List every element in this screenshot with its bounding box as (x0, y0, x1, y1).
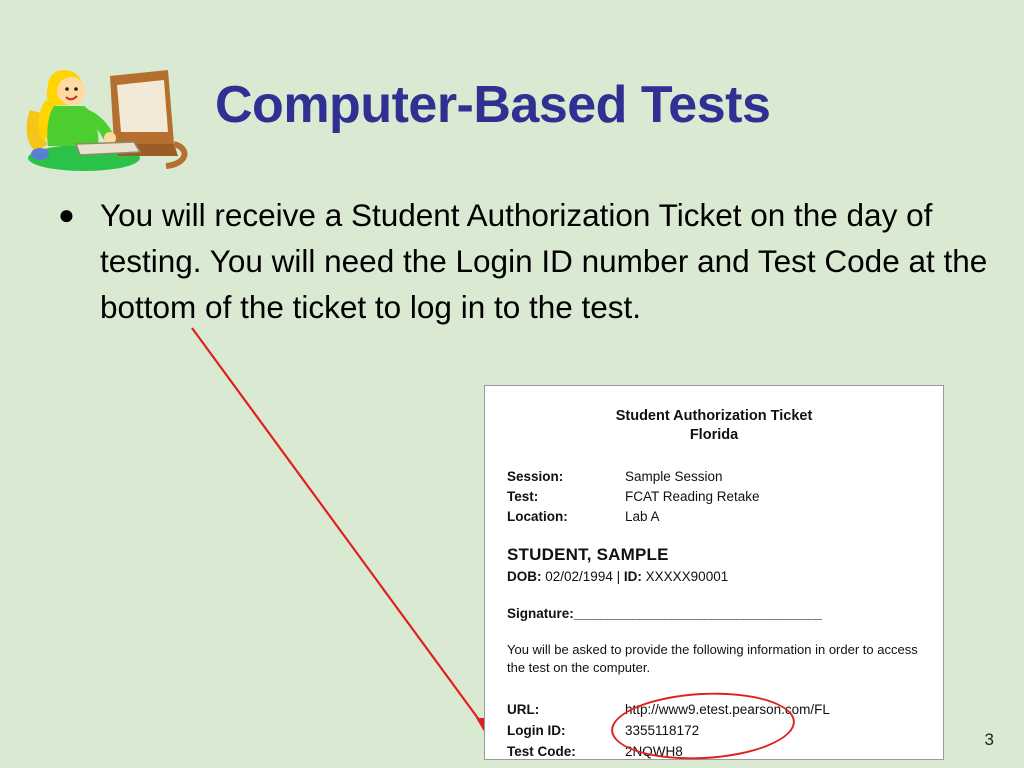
url-label: URL: (507, 702, 540, 717)
bullet-text: You will receive a Student Authorization Ticket on the day of testing. You will need the Login ID number and Test Code at the bottom of the ticket to log in to the test. (100, 197, 988, 325)
id-value: XXXXX90001 (645, 569, 729, 584)
dob-label: DOB: (507, 569, 542, 584)
bullet-list (58, 192, 988, 330)
test-code-label: Test Code: (507, 744, 576, 759)
student-name: STUDENT, SAMPLE (507, 545, 669, 564)
ticket-meta-row-location (507, 507, 921, 527)
location-value: Lab A (625, 509, 660, 524)
ticket-heading (507, 407, 921, 445)
test-value: FCAT Reading Retake (625, 489, 760, 504)
credential-row-url (507, 699, 921, 720)
session-label: Session: (507, 469, 564, 484)
session-value: Sample Session (625, 469, 723, 484)
bullet-marker-icon: ● (58, 199, 75, 230)
login-id-label: Login ID: (507, 723, 566, 738)
url-value: http://www9.etest.pearson.com/FL (625, 702, 830, 717)
login-id-value: 3355118172 (625, 723, 700, 738)
ticket-credentials (507, 699, 921, 762)
credential-row-test-code (507, 741, 921, 762)
ticket-instructions: You will be asked to provide the following information in order to access the test on the computer. (507, 642, 918, 675)
list-item (58, 192, 988, 330)
credential-row-login-id (507, 720, 921, 741)
ticket-meta-row-test (507, 487, 921, 507)
student-at-computer-clipart (18, 48, 193, 173)
id-label: ID: (623, 569, 642, 584)
test-label: Test: (507, 489, 539, 504)
signature-line: ______________________________________ (573, 606, 822, 621)
signature-label: Signature: (507, 606, 574, 621)
id-separator: | (616, 569, 621, 584)
ticket-heading-line1: Student Authorization Ticket (615, 408, 813, 424)
page-number: 3 (984, 730, 994, 749)
page-title: Computer-Based Tests (215, 76, 771, 134)
test-code-value: 2NQWH8 (625, 744, 683, 759)
ticket-meta-list (507, 467, 921, 527)
location-label: Location: (507, 509, 568, 524)
student-authorization-ticket (484, 385, 944, 760)
dob-value: 02/02/1994 (545, 569, 613, 584)
ticket-heading-line2: Florida (689, 427, 739, 443)
ticket-meta-row-session (507, 467, 921, 487)
signature-field (507, 606, 921, 621)
student-dob-id (507, 567, 921, 586)
